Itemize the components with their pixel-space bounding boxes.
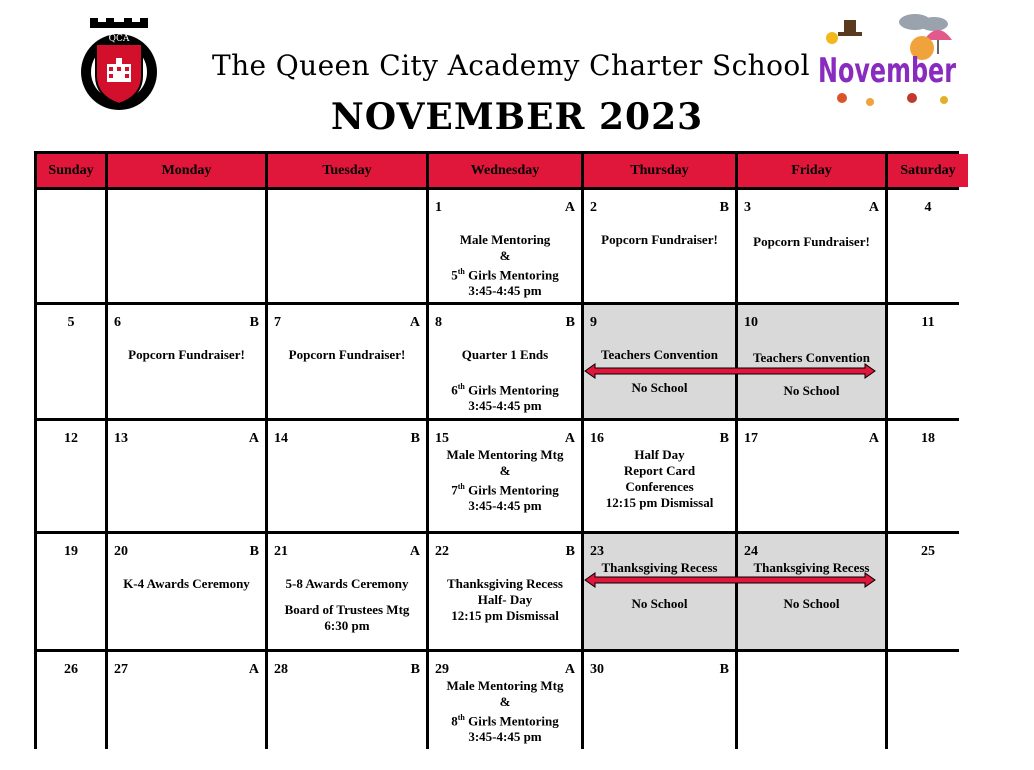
weekday-header-wednesday: Wednesday (429, 154, 581, 187)
ab-day-label: A (248, 662, 259, 677)
event-text: Male Mentoring & 5th Girls Mentoring 3:45-4:45 pm (451, 232, 559, 299)
weekday-header-monday: Monday (108, 154, 265, 187)
ab-day-label: B (719, 200, 729, 215)
day-number: 7 (274, 315, 281, 330)
event-text: No School (631, 596, 688, 611)
day-cell-empty (738, 652, 885, 753)
event-text: No School (631, 380, 688, 395)
weekday-header-sunday: Sunday (37, 154, 105, 187)
day-cell-23 (584, 534, 735, 649)
day-cell-25 (888, 534, 968, 649)
weekday-header-saturday: Saturday (888, 154, 968, 187)
day-cell-1 (429, 190, 581, 302)
svg-text:QCA: QCA (108, 34, 130, 44)
ab-day-label: B (249, 315, 259, 330)
event-text: Popcorn Fundraiser! (753, 234, 870, 249)
event-text: Popcorn Fundraiser! (601, 232, 718, 247)
day-cell-13 (108, 421, 265, 531)
day-cell-3 (738, 190, 885, 302)
day-number: 8 (435, 315, 442, 330)
day-number: 23 (590, 544, 604, 559)
day-cell-22 (429, 534, 581, 649)
day-number: 2 (590, 200, 597, 215)
day-number: 10 (744, 315, 758, 330)
day-cell-29 (429, 652, 581, 753)
day-number: 22 (435, 544, 449, 559)
day-cell-19 (37, 534, 105, 649)
day-cell-20 (108, 534, 265, 649)
day-cell-15 (429, 421, 581, 531)
ab-day-label: B (410, 662, 420, 677)
event-text: K-4 Awards Ceremony (123, 576, 250, 591)
event-text: Thanksgiving Recess (753, 560, 870, 575)
event-text: No School (783, 383, 840, 398)
event-text: Teachers Convention (601, 347, 718, 362)
day-cell-21 (268, 534, 426, 649)
day-cell-empty (888, 652, 968, 753)
day-cell-9 (584, 305, 735, 418)
day-number: 3 (744, 200, 751, 215)
november-decorative-art (812, 10, 962, 110)
day-cell-14 (268, 421, 426, 531)
calendar-grid (34, 151, 959, 749)
double-arrow-icon (585, 364, 875, 378)
day-number: 30 (590, 662, 604, 677)
day-cell-empty (268, 190, 426, 302)
day-cell-30 (584, 652, 735, 753)
school-name: The Queen City Academy Charter School (212, 49, 810, 82)
ab-day-label: A (564, 431, 575, 446)
ab-day-label: A (564, 662, 575, 677)
day-number: 24 (744, 544, 758, 559)
event-text: Thanksgiving Recess Half- Day 12:15 pm Dismissal (447, 576, 563, 623)
day-cell-10 (738, 305, 885, 418)
day-number: 9 (590, 315, 597, 330)
ab-day-label: A (564, 200, 575, 215)
event-text: Quarter 1 Ends 6th Girls Mentoring 3:45-4:45 pm (451, 347, 559, 414)
ab-day-label: B (565, 544, 575, 559)
day-cell-4 (888, 190, 968, 302)
month-title: NOVEMBER 2023 (330, 96, 704, 138)
day-number: 28 (274, 662, 288, 677)
event-text: 5-8 Awards Ceremony Board of Trustees Mtg 6:30 pm (284, 576, 410, 633)
day-number: 26 (64, 662, 78, 677)
day-number: 13 (114, 431, 128, 446)
day-cell-5 (37, 305, 105, 418)
ab-day-label: A (409, 544, 420, 559)
weekday-header-friday: Friday (738, 154, 885, 187)
day-cell-17 (738, 421, 885, 531)
day-number: 5 (67, 315, 75, 330)
day-number: 1 (435, 200, 442, 215)
day-number: 19 (64, 544, 78, 559)
day-cell-empty (108, 190, 265, 302)
ab-day-label: B (410, 431, 420, 446)
day-number: 14 (274, 431, 288, 446)
day-number: 16 (590, 431, 604, 446)
day-cell-6 (108, 305, 265, 418)
day-number: 11 (921, 315, 935, 330)
day-number: 21 (274, 544, 288, 559)
day-cell-empty (37, 190, 105, 302)
day-number: 25 (921, 544, 935, 559)
weekday-header-thursday: Thursday (584, 154, 735, 187)
event-text: Popcorn Fundraiser! (288, 347, 406, 362)
day-cell-24 (738, 534, 885, 649)
ab-day-label: B (719, 662, 729, 677)
event-text: Male Mentoring Mtg & 7th Girls Mentoring 3:45-4:45 pm (446, 447, 564, 514)
ab-day-label: A (868, 431, 879, 446)
day-number: 18 (921, 431, 935, 446)
day-cell-28 (268, 652, 426, 753)
day-cell-27 (108, 652, 265, 753)
ab-day-label: B (249, 544, 259, 559)
day-cell-8 (429, 305, 581, 418)
event-text: Popcorn Fundraiser! (128, 347, 245, 362)
ab-day-label: A (409, 315, 420, 330)
day-number: 17 (744, 431, 758, 446)
day-number: 20 (114, 544, 128, 559)
day-number: 15 (435, 431, 449, 446)
day-number: 27 (114, 662, 128, 677)
day-cell-12 (37, 421, 105, 531)
november-art-text: November (818, 51, 957, 91)
event-text: No School (783, 596, 840, 611)
weekday-header-tuesday: Tuesday (268, 154, 426, 187)
day-number: 12 (64, 431, 78, 446)
event-text: Male Mentoring Mtg & 8th Girls Mentoring 3:45-4:45 pm (446, 678, 564, 745)
day-number: 29 (435, 662, 449, 677)
double-arrow-icon (585, 573, 875, 587)
day-number: 4 (924, 200, 932, 215)
ab-day-label: B (719, 431, 729, 446)
ab-day-label: A (868, 200, 879, 215)
event-text: Teachers Convention (753, 350, 870, 365)
day-cell-11 (888, 305, 968, 418)
day-cell-7 (268, 305, 426, 418)
ab-day-label: A (248, 431, 259, 446)
day-cell-16 (584, 421, 735, 531)
day-cell-26 (37, 652, 105, 753)
event-text: Half Day Report Card Conferences 12:15 pm Dismissal (605, 447, 714, 510)
event-text: Thanksgiving Recess (601, 560, 718, 575)
ab-day-label: B (565, 315, 575, 330)
day-number: 6 (114, 315, 121, 330)
day-cell-18 (888, 421, 968, 531)
day-cell-2 (584, 190, 735, 302)
